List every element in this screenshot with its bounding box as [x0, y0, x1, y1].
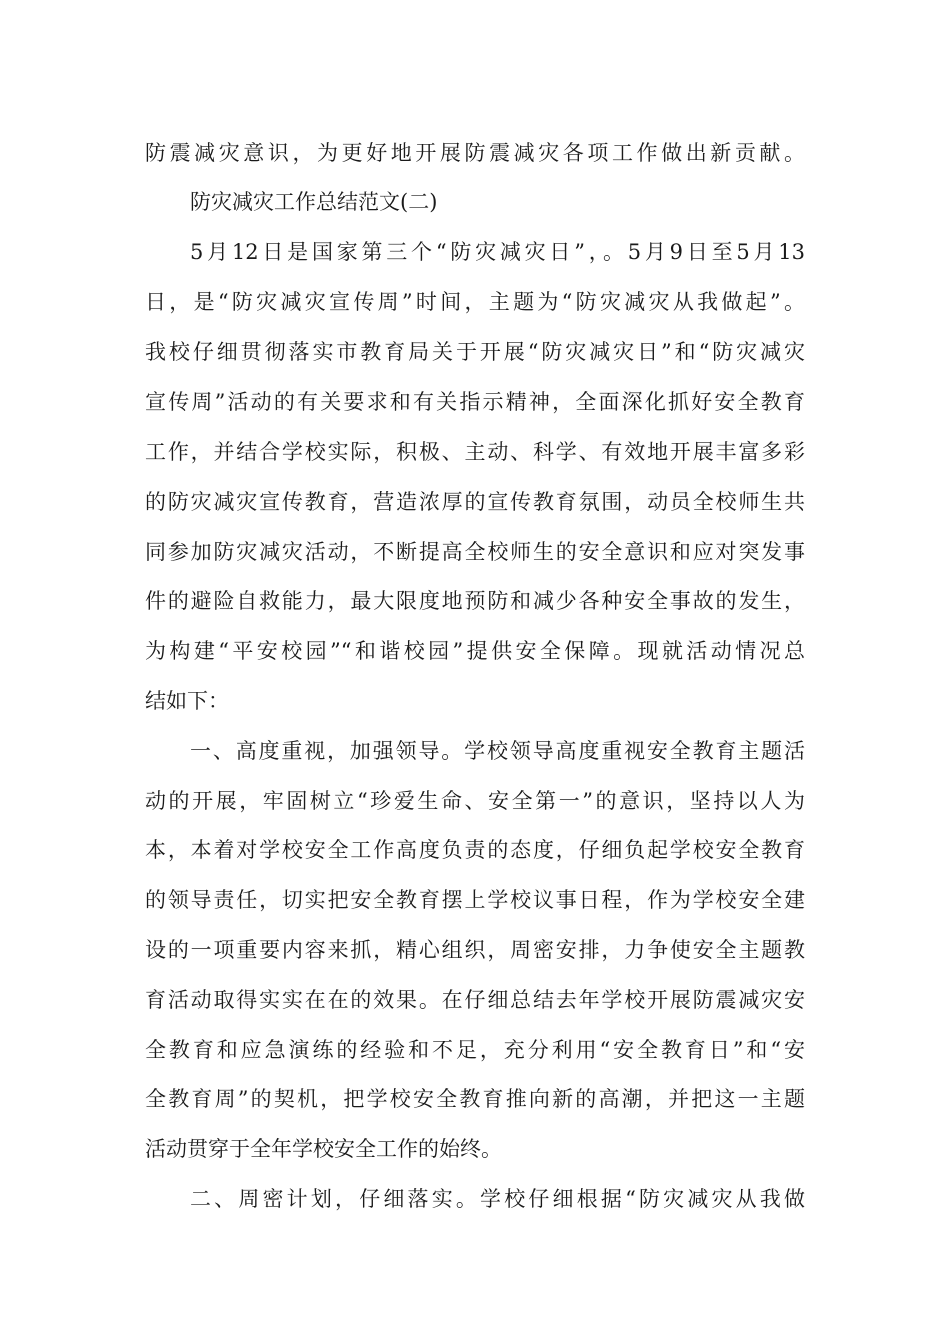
text-line: 活动贯穿于全年学校安全工作的始终。 [145, 1137, 502, 1161]
section-heading: 防灾减灾工作总结范文(二) [190, 190, 438, 214]
text-line: 全教育周”的契机，把学校安全教育推向新的高潮，并把这一主题 [145, 1087, 805, 1111]
text-line: 防震减灾意识，为更好地开展防震减灾各项工作做出新贡献。 [145, 141, 805, 165]
text-line: 一、高度重视，加强领导。学校领导高度重视安全教育主题活 [190, 739, 805, 763]
text-line: 育活动取得实实在在的效果。在仔细总结去年学校开展防震减灾安 [145, 988, 805, 1012]
text-line: 件的避险自救能力，最大限度地预防和减少各种安全事故的发生， [145, 589, 805, 613]
text-line: 我校仔细贯彻落实市教育局关于开展“防灾减灾日”和“防灾减灾 [145, 340, 805, 364]
text-line: 同参加防灾减灾活动，不断提高全校师生的安全意识和应对突发事 [145, 540, 805, 564]
text-line: 工作，并结合学校实际，积极、主动、科学、有效地开展丰富多彩 [145, 440, 805, 464]
text-line: 全教育和应急演练的经验和不足，充分利用“安全教育日”和“安 [145, 1038, 805, 1062]
text-line: 宣传周”活动的有关要求和有关指示精神，全面深化抓好安全教育 [145, 390, 805, 414]
text-line: 动的开展，牢固树立“珍爱生命、安全第一”的意识，坚持以人为 [145, 789, 805, 813]
text-line: 的领导责任，切实把安全教育摆上学校议事日程，作为学校安全建 [145, 888, 805, 912]
text-line: 二、周密计划，仔细落实。学校仔细根据“防灾减灾从我做 [190, 1187, 805, 1211]
text-line: 本，本着对学校安全工作高度负责的态度，仔细负起学校安全教育 [145, 838, 805, 862]
text-line: 为构建“平安校园”“和谐校园”提供安全保障。现就活动情况总 [145, 639, 805, 663]
text-line: 设的一项重要内容来抓，精心组织，周密安排，力争使安全主题教 [145, 938, 805, 962]
text-line: 的防灾减灾宣传教育，营造浓厚的宣传教育氛围，动员全校师生共 [145, 490, 805, 514]
text-line: 5月12日是国家第三个“防灾减灾日”，。5月9日至5月13 [190, 240, 805, 264]
text-line: 日，是“防灾减灾宣传周”时间，主题为“防灾减灾从我做起”。 [145, 290, 805, 314]
text-line: 结如下： [145, 689, 229, 713]
